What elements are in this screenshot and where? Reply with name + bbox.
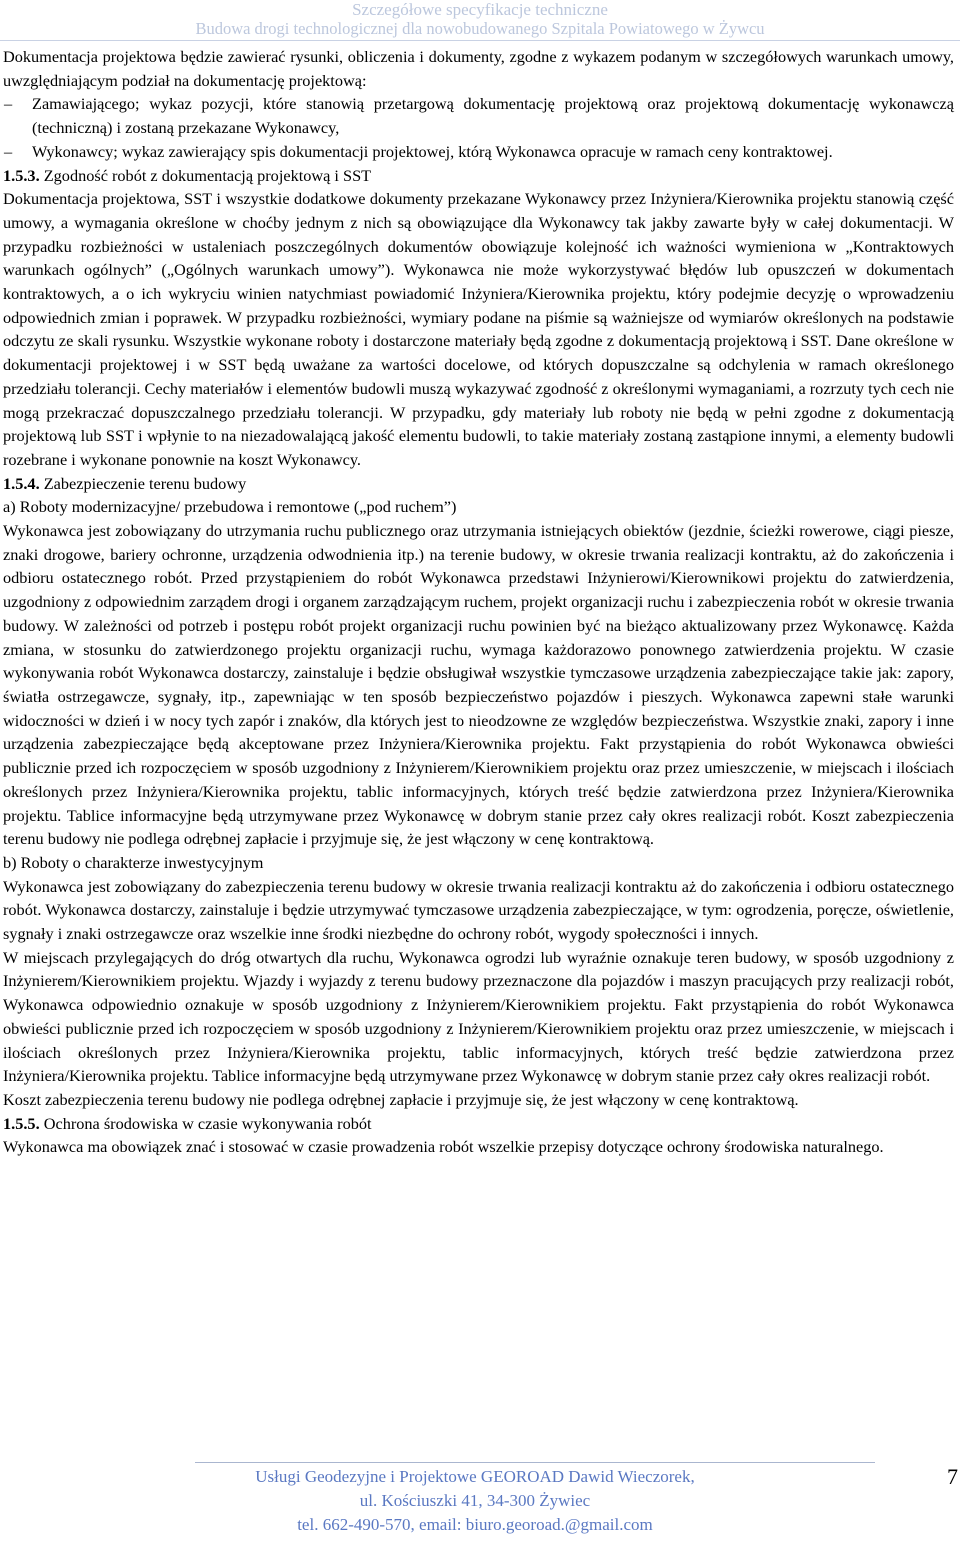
- section-heading-154: [3, 472, 954, 496]
- dash-bullet: –: [4, 141, 13, 161]
- intro-paragraph: Dokumentacja projektowa będzie zawierać rysunki, obliczenia i dokumenty, zgodne z wykazem podanym w szczegółowych warunkach umowy, uwzględniającym podział na dokumentację projektową:: [3, 47, 954, 90]
- list-item-text: Zamawiającego; wykaz pozycji, które stanowią przetargową dokumentację projektową oraz projektową dokumentację wykonawczą (techniczną) i zostaną przekazane Wykonawcy,: [32, 94, 954, 138]
- section-paragraph: Wykonawca jest zobowiązany do zabezpieczenia terenu budowy w okresie trwania realizacji kontraktu aż do zakończenia i odbioru ostatecznego robót. Wykonawca dostarczy, zainstaluje i będzie utrzymywać tymczasowe urządzenia zabezpieczające, w tym: ogrodzenia, poręcze, oświetlenie, sygnały i znaki ostrzegawcze oraz wszelkie inne środki niezbędne do ochrony robót, wygody społeczności i innych.: [3, 876, 954, 944]
- footer-company: Usługi Geodezyjne i Projektowe GEOROAD Dawid Wieczorek,: [255, 1467, 695, 1486]
- page-footer: [0, 1462, 960, 1542]
- section-number: 1.5.3.: [3, 165, 40, 185]
- subsection-heading-b: b) Roboty o charakterze inwestycyjnym: [3, 852, 264, 872]
- section-title: Zabezpieczenie terenu budowy: [43, 473, 247, 493]
- section-paragraph: Wykonawca ma obowiązek znać i stosować w czasie prowadzenia robót wszelkie przepisy dotyczące ochrony środowiska naturalnego.: [3, 1137, 884, 1157]
- section-paragraph: Wykonawca jest zobowiązany do utrzymania ruchu publicznego oraz utrzymania istniejących obiektów (jezdnie, ścieżki rowerowe, ciągi piesze, znaki drogowe, bariery ochronne, urządzenia odwodnienia itp.) na terenie budowy, w okresie trwania realizacji kontraktu, aż do zakończenia i odbioru ostatecznego robót. Przed przystąpieniem do robót Wykonawca przedstawi Inżynierowi/Kierownikowi projektu do zatwierdzenia, uzgodniony z odpowiednim zarządem drogi i organem zarządzającym ruchem, projekt organizacji ruchu i zabezpieczenia robót w okresie trwania budowy. W zależności od potrzeb i postępu robót projekt organizacji ruchu powinien być na bieżąco aktualizowany przez Wykonawcę. Każda zmiana, w stosunku do zatwierdzonego projektu organizacji ruchu, wymaga każdorazowo ponownego zatwierdzenia projektu. W czasie wykonywania robót Wykonawca dostarczy, zainstaluje i będzie obsługiwał wszystkie tymczasowe urządzenia zabezpieczające takie jak: zapory, światła ostrzegawcze, sygnały, itp., zapewniając w ten sposób bezpieczeństwo pojazdów i pieszych. Wykonawca zapewni stałe warunki widoczności w dzień i w nocy tych zapór i znaków, dla których jest to nieodzowne ze względów bezpieczeństwa. Wszystkie znaki, zapory i inne urządzenia zabezpieczające będą akceptowane przez Inżyniera/Kierownika projektu. Fakt przystąpienia do robót Wykonawca obwieści publicznie przed ich rozpoczęciem w sposób uzgodniony z Inżynierem/Kierownikiem projektu oraz przez umieszczenie, w miejscach i ilościach określonych przez Inżyniera/Kierownika projektu, tablic informacyjnych, których treść będzie zatwierdzona przez Inżyniera/Kierownika projektu. Tablice informacyjne będą utrzymywane przez Wykonawcę w dobrym stanie przez cały okres realizacji robót. Koszt zabezpieczenia terenu budowy nie podlega odrębnej zapłacie i przyjmuje się, że jest włączony w cenę kontraktową.: [3, 521, 954, 849]
- document-body: [3, 45, 954, 1159]
- section-heading-155: [3, 1112, 954, 1136]
- section-heading-153: [3, 164, 954, 188]
- footer-phone-email: tel. 662-490-570, email: biuro.georoad.@gmail.com: [297, 1515, 653, 1534]
- section-paragraph: W miejscach przylegających do dróg otwartych dla ruchu, Wykonawca ogrodzi lub wyraźnie oznakuje teren budowy, w sposób uzgodniony z Inżynierem/Kierownikiem projektu. Wjazdy i wyjazdy z terenu budowy przeznaczone dla pojazdów i maszyn pracujących przy realizacji robót, Wykonawca odpowiednio oznakuje w sposób uzgodniony z Inżynierem/Kierownikiem projektu. Fakt przystąpienia do robót Wykonawca obwieści publicznie przed ich rozpoczęciem w sposób uzgodniony z Inżynierem/Kierownikiem projektu oraz przez umieszczenie, w miejscach i ilościach określonych przez Inżyniera/Kierownika projektu, tablic informacyjnych, których treść będzie zatwierdzona przez Inżyniera/Kierownika projektu. Tablice informacyjne będą utrzymywane przez Wykonawcę w dobrym stanie przez cały okres realizacji robót.: [3, 947, 954, 1086]
- header-subtitle: Budowa drogi technologicznej dla nowobudowanego Szpitala Powiatowego w Żywcu: [195, 19, 765, 38]
- section-paragraph: Koszt zabezpieczenia terenu budowy nie podlega odrębnej zapłacie i przyjmuje się, że jest włączony w cenę kontraktową.: [3, 1089, 799, 1109]
- header-title: Szczegółowe specyfikacje techniczne: [352, 0, 608, 19]
- list-item-text: Wykonawcy; wykaz zawierający spis dokumentacji projektowej, którą Wykonawca opracuje w ramach ceny kontraktowej.: [32, 141, 833, 161]
- section-title: Zgodność robót z dokumentacją projektową i SST: [43, 165, 372, 185]
- list-item: [3, 140, 954, 164]
- page-number: 7: [947, 1464, 958, 1489]
- dash-bullet: –: [4, 94, 13, 114]
- list-item: [3, 92, 954, 139]
- section-number: 1.5.4.: [3, 473, 40, 493]
- section-paragraph: Dokumentacja projektowa, SST i wszystkie dodatkowe dokumenty przekazane Wykonawcy przez Inżyniera/Kierownika projektu stanowią część umowy, a wymagania określone w choćby jednym z nich są obowiązujące dla Wykonawcy tak jakby zawarte były w całej dokumentacji. W przypadku rozbieżności w ustaleniach poszczególnych dokumentów obowiązuje kolejność ich ważności wymieniona w „Kontraktowych warunkach ogólnych” („Ogólnych warunkach umowy”). Wykonawca nie może wykorzystywać błędów lub opuszczeń w dokumentach kontraktowych, a o ich wykryciu winien natychmiast powiadomić Inżyniera/Kierownika projektu, który podejmie decyzję o wprowadzeniu odpowiednich zmian i poprawek. W przypadku rozbieżności, wymiary podane na piśmie są ważniejsze od wymiarów określonych na podstawie odczytu ze skali rysunku. Wszystkie wykonane roboty i dostarczone materiały będą zgodne z dokumentacją projektową i SST. Dane określone w dokumentacji projektowej i w SST będą uważane za wartości docelowe, od których dopuszczalne są odchylenia w ramach określonego przedziału tolerancji. Cechy materiałów i elementów budowli muszą wykazywać zgodność z określonymi wymaganiami, a rozrzuty tych cech nie mogą przekraczać dopuszczalnego przedziału tolerancji. W przypadku, gdy materiały lub roboty nie będą w pełni zgodne z dokumentacją projektową lub SST i wpłynie to na niezadowalającą jakość elementu budowli, to takie materiały zostaną zastąpione innymi, a elementy budowli rozebrane i wykonane ponownie na koszt Wykonawcy.: [3, 189, 954, 469]
- page-header: [0, 0, 960, 44]
- section-number: 1.5.5.: [3, 1113, 40, 1133]
- subsection-heading-a: a) Roboty modernizacyjne/ przebudowa i remontowe („pod ruchem”): [3, 497, 457, 517]
- footer-contact: [195, 1465, 755, 1537]
- footer-address: ul. Kościuszki 41, 34-300 Żywiec: [359, 1491, 591, 1510]
- header-divider: [0, 40, 960, 41]
- footer-divider: [195, 1462, 875, 1463]
- section-title: Ochrona środowiska w czasie wykonywania robót: [43, 1113, 372, 1133]
